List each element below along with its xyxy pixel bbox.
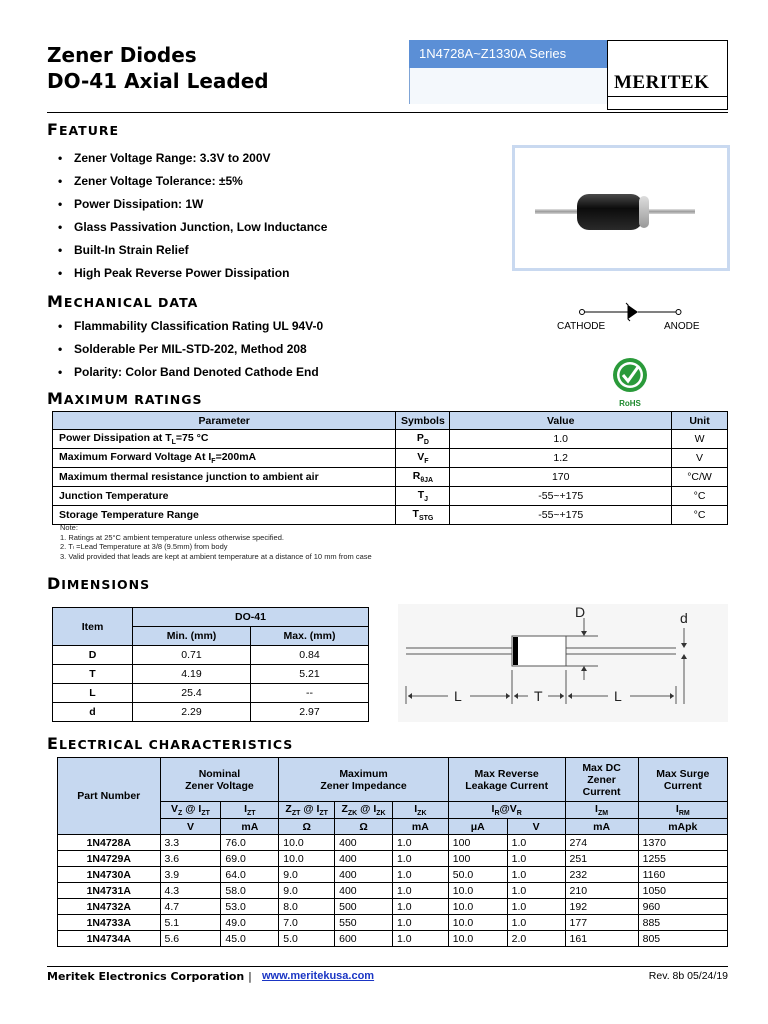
table-row [58, 835, 728, 851]
sub-header: $I_{ZK}$ [392, 802, 448, 819]
dim-label-T: T [534, 688, 543, 704]
max-cell: 2.97 [251, 703, 369, 722]
value-cell: 274 [565, 835, 638, 851]
value-cell: 2.0 [507, 931, 565, 947]
table-header-row [53, 608, 369, 627]
symbol-cell: $T_{STG}$ [396, 506, 450, 525]
symbol-cell: $V_F$ [396, 449, 450, 468]
title-line-1: Zener Diodes [47, 43, 197, 67]
unit-header: μA [448, 819, 507, 835]
max-ratings-table [52, 411, 728, 525]
zener-symbol [550, 300, 710, 340]
diode-body [577, 194, 643, 230]
value-cell: 1.0 [392, 931, 448, 947]
value-cell: 64.0 [221, 867, 279, 883]
value-cell: 10.0 [279, 835, 335, 851]
value-cell: 1.0 [392, 867, 448, 883]
brand-logo: MERITEK [614, 72, 710, 93]
value-cell: 400 [335, 851, 393, 867]
value-cell: 10.0 [448, 931, 507, 947]
leakage-header: Max Reverse Leakage Current [448, 758, 565, 802]
max-ratings-heading: MAXIMUM RATINGS [47, 389, 203, 408]
value-cell: 76.0 [221, 835, 279, 851]
value-cell: 4.7 [160, 899, 221, 915]
brand-underline [607, 96, 728, 97]
value-cell: 53.0 [221, 899, 279, 915]
value-cell: 177 [565, 915, 638, 931]
value-cell: 161 [565, 931, 638, 947]
value-cell: 885 [638, 915, 727, 931]
table-row [58, 899, 728, 915]
value-cell: 5.0 [279, 931, 335, 947]
table-row [53, 506, 728, 525]
table-row [53, 487, 728, 506]
part-number-cell: 1N4731A [58, 883, 161, 899]
part-number-cell: 1N4728A [58, 835, 161, 851]
min-cell: 4.19 [133, 665, 251, 684]
table-header-row [53, 412, 728, 430]
unit-cell: °C [672, 487, 728, 506]
param-cell: Maximum Forward Voltage At $I_F=200mA$ [53, 449, 396, 468]
sub-header: $I_{RM}$ [638, 802, 727, 819]
title-line-2: DO-41 Axial Leaded [47, 69, 269, 93]
value-cell: 3.3 [160, 835, 221, 851]
min-cell: 0.71 [133, 646, 251, 665]
value-cell: 10.0 [448, 883, 507, 899]
value-cell: 805 [638, 931, 727, 947]
table-row [53, 665, 369, 684]
value-cell: 1.0 [507, 915, 565, 931]
value-cell: 100 [448, 835, 507, 851]
max-cell: -- [251, 684, 369, 703]
item-cell: D [53, 646, 133, 665]
feature-item: • Glass Passivation Junction, Low Inductance [58, 219, 327, 242]
value-cell: 9.0 [279, 867, 335, 883]
symbol-cell: $T_J$ [396, 487, 450, 506]
value-cell: 960 [638, 899, 727, 915]
footer-company: Meritek Electronics Corporation | [47, 970, 252, 983]
electrical-heading: ELECTRICAL CHARACTERISTICS [47, 734, 294, 753]
item-header: Item [53, 608, 133, 646]
dimensions-heading: DIMENSIONS [47, 574, 151, 593]
value-cell: 500 [335, 899, 393, 915]
value-cell: 5.1 [160, 915, 221, 931]
unit-header: mApk [638, 819, 727, 835]
table-row [53, 449, 728, 468]
value-cell: 5.6 [160, 931, 221, 947]
rohs-badge [610, 357, 650, 407]
dim-label-L-left: L [454, 688, 462, 704]
table-row [58, 915, 728, 931]
surge-header: Max Surge Current [638, 758, 727, 802]
mechanical-item: • Flammability Classification Rating UL 94V-0 [58, 318, 323, 341]
note-line: 3. Valid provided that leads are kept at ambient temperature at a distance of 10 mm from case [60, 551, 372, 561]
feature-list [58, 150, 327, 288]
value-cell: 10.0 [448, 915, 507, 931]
part-number-cell: 1N4732A [58, 899, 161, 915]
dimension-drawing-svg [398, 604, 728, 722]
value-cell: 9.0 [279, 883, 335, 899]
sub-header: $Z_{ZK}$ @ $I_{ZK}$ [335, 802, 393, 819]
mechanical-list [58, 318, 323, 387]
col-header: Symbols [396, 412, 450, 430]
col-header: Parameter [53, 412, 396, 430]
sub-header: $I_{ZM}$ [565, 802, 638, 819]
min-cell: 25.4 [133, 684, 251, 703]
table-row [53, 430, 728, 449]
item-cell: T [53, 665, 133, 684]
value-cell: 170 [450, 468, 672, 487]
mechanical-item: • Polarity: Color Band Denoted Cathode End [58, 364, 323, 387]
value-cell: 7.0 [279, 915, 335, 931]
zener-symbol-icon [550, 300, 710, 322]
series-label: 1N4728A~Z1330A Series [409, 40, 607, 68]
unit-header: Ω [279, 819, 335, 835]
value-cell: 1.0 [507, 835, 565, 851]
table-row [53, 468, 728, 487]
note-line: 1. Ratings at 25°C ambient temperature unless otherwise specified. [60, 532, 284, 542]
mechanical-heading: MECHANICAL DATA [47, 292, 199, 311]
unit-header: mA [392, 819, 448, 835]
product-photo [512, 145, 730, 271]
param-cell: Junction Temperature [53, 487, 396, 506]
symbol-cell: $R_{\theta JA}$ [396, 468, 450, 487]
value-cell: 1.2 [450, 449, 672, 468]
dim-label-d: d [680, 610, 688, 626]
item-cell: d [53, 703, 133, 722]
note-line: 2. Tₗ =Lead Temperature at 3/8 (9.5mm) from body [60, 542, 228, 551]
table-row [53, 684, 369, 703]
value-cell: 49.0 [221, 915, 279, 931]
value-cell: 1.0 [392, 851, 448, 867]
footer-rule [47, 966, 728, 967]
dimension-drawing [398, 604, 728, 722]
value-cell: 1.0 [392, 915, 448, 931]
value-cell: -55~+175 [450, 487, 672, 506]
value-cell: 192 [565, 899, 638, 915]
anode-label: ANODE [664, 321, 700, 332]
dim-label-L-right: L [614, 688, 622, 704]
value-cell: 8.0 [279, 899, 335, 915]
table-row [53, 703, 369, 722]
table-row [58, 883, 728, 899]
table-row [53, 646, 369, 665]
symbol-cell: $P_D$ [396, 430, 450, 449]
table-header-row [58, 758, 728, 802]
value-cell: 400 [335, 835, 393, 851]
part-number-cell: 1N4733A [58, 915, 161, 931]
cathode-label: CATHODE [557, 321, 606, 332]
unit-cell: °C/W [672, 468, 728, 487]
value-cell: 600 [335, 931, 393, 947]
diode-cathode-band [639, 196, 649, 228]
rohs-check-icon [610, 357, 650, 395]
rohs-label: RoHS [619, 399, 641, 408]
header-rule [47, 112, 728, 113]
feature-item: • High Peak Reverse Power Dissipation [58, 265, 327, 288]
ratings-notes [60, 523, 372, 561]
value-cell: 1.0 [392, 899, 448, 915]
value-cell: 50.0 [448, 867, 507, 883]
table-row [58, 931, 728, 947]
value-cell: 3.6 [160, 851, 221, 867]
param-cell: Maximum thermal resistance junction to ambient air [53, 468, 396, 487]
col-header: Value [450, 412, 672, 430]
sub-header: $V_Z$ @ $I_{ZT}$ [160, 802, 221, 819]
value-cell: 4.3 [160, 883, 221, 899]
value-cell: 1050 [638, 883, 727, 899]
value-cell: 1.0 [507, 899, 565, 915]
value-cell: 45.0 [221, 931, 279, 947]
diode-lead-left [535, 209, 579, 214]
table-row [58, 851, 728, 867]
value-cell: 1.0 [392, 883, 448, 899]
value-cell: 400 [335, 883, 393, 899]
note-line: Note: [60, 523, 78, 532]
footer-revision: Rev. 8b 05/24/19 [648, 970, 728, 982]
value-cell: 1.0 [450, 430, 672, 449]
col-header: Unit [672, 412, 728, 430]
value-cell: -55~+175 [450, 506, 672, 525]
max-cell: 0.84 [251, 646, 369, 665]
value-cell: 210 [565, 883, 638, 899]
max-header: Max. (mm) [251, 627, 369, 646]
value-cell: 100 [448, 851, 507, 867]
value-cell: 1370 [638, 835, 727, 851]
document-title [47, 42, 269, 94]
part-number-cell: 1N4734A [58, 931, 161, 947]
item-cell: L [53, 684, 133, 703]
package-header: DO-41 [133, 608, 369, 627]
feature-item: • Zener Voltage Range: 3.3V to 200V [58, 150, 327, 173]
mechanical-item: • Solderable Per MIL-STD-202, Method 208 [58, 341, 323, 364]
diode-lead-right [647, 209, 695, 214]
sub-header: $I_R@V_R$ [448, 802, 565, 819]
feature-item: • Zener Voltage Tolerance: ±5% [58, 173, 327, 196]
value-cell: 1.0 [507, 851, 565, 867]
dimensions-table [52, 607, 369, 722]
feature-item: • Power Dissipation: 1W [58, 196, 327, 219]
unit-header: V [507, 819, 565, 835]
value-cell: 10.0 [279, 851, 335, 867]
value-cell: 58.0 [221, 883, 279, 899]
unit-header: V [160, 819, 221, 835]
unit-cell: °C [672, 506, 728, 525]
value-cell: 232 [565, 867, 638, 883]
sub-header: $I_{ZT}$ [221, 802, 279, 819]
nominal-header: Nominal Zener Voltage [160, 758, 279, 802]
feature-heading: FEATURE [47, 120, 120, 139]
electrical-table-body [58, 835, 728, 947]
max-cell: 5.21 [251, 665, 369, 684]
unit-header: mA [221, 819, 279, 835]
param-cell: Storage Temperature Range [53, 506, 396, 525]
unit-cell: V [672, 449, 728, 468]
feature-item: • Built-In Strain Relief [58, 242, 327, 265]
unit-header: mA [565, 819, 638, 835]
value-cell: 3.9 [160, 867, 221, 883]
min-cell: 2.29 [133, 703, 251, 722]
part-number-cell: 1N4729A [58, 851, 161, 867]
value-cell: 1.0 [507, 883, 565, 899]
dim-label-D: D [575, 604, 586, 620]
value-cell: 400 [335, 867, 393, 883]
value-cell: 1.0 [392, 835, 448, 851]
impedance-header: Maximum Zener Impedance [279, 758, 449, 802]
value-cell: 10.0 [448, 899, 507, 915]
value-cell: 550 [335, 915, 393, 931]
unit-cell: W [672, 430, 728, 449]
value-cell: 69.0 [221, 851, 279, 867]
unit-header: Ω [335, 819, 393, 835]
table-row [58, 867, 728, 883]
sub-header: $Z_{ZT}$ @ $I_{ZT}$ [279, 802, 335, 819]
value-cell: 1160 [638, 867, 727, 883]
value-cell: 1255 [638, 851, 727, 867]
value-cell: 251 [565, 851, 638, 867]
part-number-cell: 1N4730A [58, 867, 161, 883]
maxdc-header: Max DC Zener Current [565, 758, 638, 802]
min-header: Min. (mm) [133, 627, 251, 646]
param-cell: Power Dissipation at $T_L=75$ °C [53, 430, 396, 449]
value-cell: 1.0 [507, 867, 565, 883]
electrical-table [57, 757, 728, 947]
part-number-header: Part Number [58, 758, 161, 835]
footer-website-link[interactable]: www.meritekusa.com [262, 970, 375, 982]
